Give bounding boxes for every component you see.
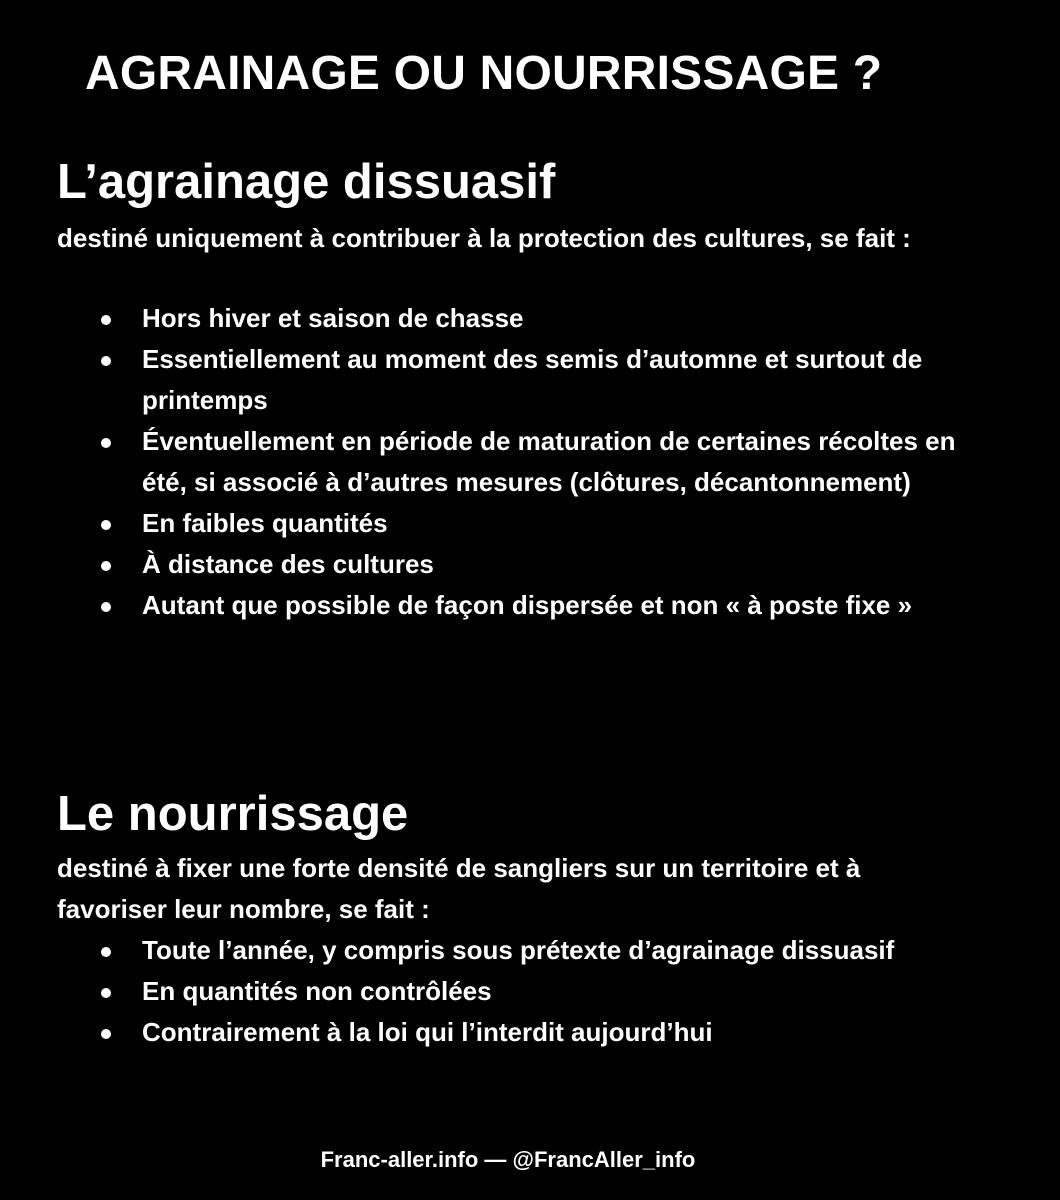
bullet-icon [101,520,111,530]
list-item-text: Contrairement à la loi qui l’interdit aujourd’hui [142,1017,713,1047]
bullet-icon [101,602,111,612]
list-item [57,503,957,544]
section-intro-agrainage: destiné uniquement à contribuer à la protection des cultures, se fait : [57,223,911,253]
list-item-text: Hors hiver et saison de chasse [142,303,524,333]
page-title: AGRAINAGE OU NOURRISSAGE ? [85,47,883,100]
list-item-text: Toute l’année, y compris sous prétexte d’agrainage dissuasif [142,935,895,965]
section-heading-nourrissage: Le nourrissage [57,787,409,841]
bullet-icon [101,947,111,957]
list-item-text: En faibles quantités [142,508,388,538]
section-heading-agrainage: L’agrainage dissuasif [57,155,556,209]
list-item-text: À distance des cultures [142,549,434,579]
bullet-list-agrainage [57,298,957,626]
bullet-icon [101,438,111,448]
bullet-icon [101,988,111,998]
bullet-list-nourrissage [57,930,957,1053]
list-item [57,421,957,503]
list-item [57,298,957,339]
list-item [57,585,957,626]
list-item-text: Éventuellement en période de maturation de certaines récoltes en été, si associé à d’autres mesures (clôtures, décantonnement) [142,426,956,497]
footer-credit: Franc-aller.info — @FrancAller_info [320,1147,696,1172]
bullet-icon [101,1029,111,1039]
list-item [57,930,957,971]
list-item-text: En quantités non contrôlées [142,976,492,1006]
section-intro-nourrissage: destiné à fixer une forte densité de sangliers sur un territoire et à favoriser leur nombre, se fait : [57,853,861,924]
list-item [57,544,957,585]
bullet-icon [101,356,111,366]
list-item [57,971,957,1012]
bullet-icon [101,561,111,571]
list-item [57,339,957,421]
list-item [57,1012,957,1053]
list-item-text: Autant que possible de façon dispersée et non « à poste fixe » [142,590,913,620]
bullet-icon [101,315,111,325]
list-item-text: Essentiellement au moment des semis d’automne et surtout de printemps [142,344,923,415]
